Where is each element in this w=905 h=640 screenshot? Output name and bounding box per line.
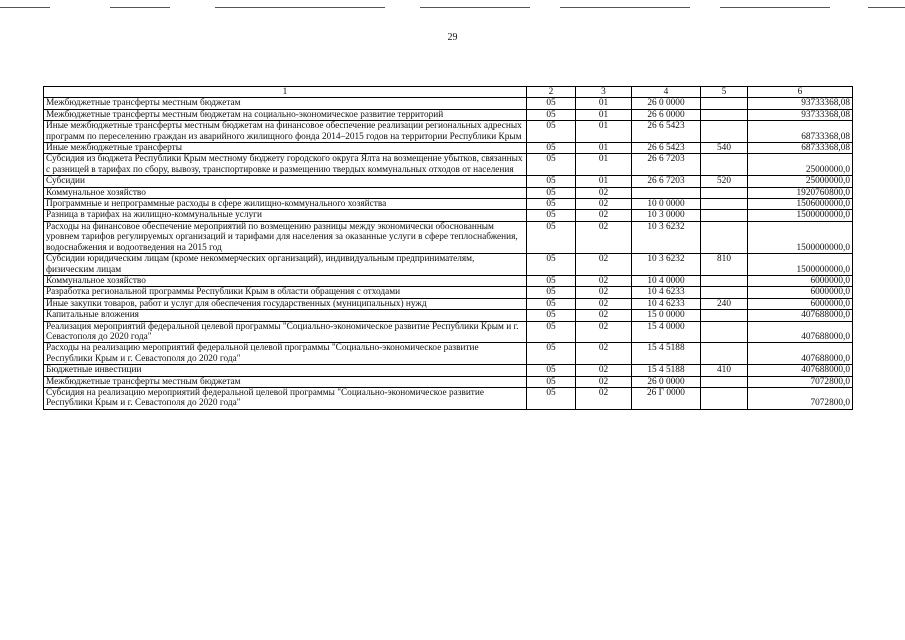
- table-row: [44, 298, 853, 309]
- expense-type-cell: [701, 376, 748, 387]
- top-edge-line: [0, 7, 50, 8]
- subsection-code-cell: 01: [576, 143, 632, 154]
- row-name-cell: Иные межбюджетные трансферты местным бюджетам на финансовое обеспечение реализации региональных адресных программ по переселению граждан из аварийного жилищного фонда 2014–2015 годов на территории Республики Крым: [44, 121, 527, 143]
- amount-cell: 1500000000,0: [748, 221, 853, 253]
- target-article-cell: 26 6 0000: [632, 109, 701, 120]
- row-name-cell: Расходы на финансовое обеспечение мероприятий по возмещению разницы между экономически обоснованным уровнем тарифов регулируемых организаций и тарифами для населения за оказанные услуги в сфере теплоснабжения, водоснабжения и водоотведения на 2015 год: [44, 221, 527, 253]
- page-number: 29: [447, 32, 458, 43]
- target-article-cell: 26 0 0000: [632, 98, 701, 109]
- row-name-cell: Межбюджетные трансферты местным бюджетам: [44, 376, 527, 387]
- amount-cell: 407688000,0: [748, 365, 853, 376]
- column-header-1: 1: [44, 87, 527, 98]
- section-code-cell: 05: [527, 176, 576, 187]
- row-name-cell: Разработка региональной программы Республики Крым в области обращения с отходами: [44, 287, 527, 298]
- subsection-code-cell: 02: [576, 187, 632, 198]
- row-name-cell: Субсидия из бюджета Республики Крым местному бюджету городского округа Ялта на возмещение убытков, связанных с разницей в тарифах по сбору, вывозу, транспортировке и размещению твердых коммунальных отходов от населения: [44, 154, 527, 176]
- row-name-cell: Бюджетные инвестиции: [44, 365, 527, 376]
- section-code-cell: 05: [527, 187, 576, 198]
- target-article-cell: 26 6 5423: [632, 121, 701, 143]
- column-header-2: 2: [527, 87, 576, 98]
- row-name-cell: Межбюджетные трансферты местным бюджетам на социально-экономическое развитие территорий: [44, 109, 527, 120]
- table-row: [44, 187, 853, 198]
- expense-type-cell: [701, 109, 748, 120]
- table-row: [44, 143, 853, 154]
- table-header-row: [44, 87, 853, 98]
- column-header-6: 6: [748, 87, 853, 98]
- amount-cell: 407688000,0: [748, 321, 853, 343]
- table-row: [44, 154, 853, 176]
- row-name-cell: Программные и непрограммные расходы в сфере жилищно-коммунального хозяйства: [44, 199, 527, 210]
- target-article-cell: 10 3 6232: [632, 221, 701, 253]
- expense-type-cell: 520: [701, 176, 748, 187]
- column-header-4: 4: [632, 87, 701, 98]
- section-code-cell: 05: [527, 98, 576, 109]
- target-article-cell: 26 6 7203: [632, 176, 701, 187]
- table-row: [44, 365, 853, 376]
- section-code-cell: 05: [527, 254, 576, 276]
- target-article-cell: 26 6 5423: [632, 143, 701, 154]
- row-name-cell: Реализация мероприятий федеральной целевой программы "Социально-экономическое развитие Республики Крым и г. Севастополя до 2020 года": [44, 321, 527, 343]
- row-name-cell: Межбюджетные трансферты местным бюджетам: [44, 98, 527, 109]
- section-code-cell: 05: [527, 121, 576, 143]
- amount-cell: 68733368,08: [748, 121, 853, 143]
- table-row: [44, 98, 853, 109]
- table-row: [44, 310, 853, 321]
- row-name-cell: Коммунальное хозяйство: [44, 187, 527, 198]
- subsection-code-cell: 02: [576, 210, 632, 221]
- row-name-cell: Разница в тарифах на жилищно-коммунальные услуги: [44, 210, 527, 221]
- top-edge-line: [110, 7, 170, 8]
- expense-type-cell: [701, 210, 748, 221]
- subsection-code-cell: 02: [576, 275, 632, 286]
- top-edge-line: [868, 7, 905, 8]
- table-row: [44, 321, 853, 343]
- section-code-cell: 05: [527, 275, 576, 286]
- section-code-cell: 05: [527, 109, 576, 120]
- row-name-cell: Субсидии юридическим лицам (кроме некоммерческих организаций), индивидуальным предпринимателям, физическим лицам: [44, 254, 527, 276]
- expense-type-cell: [701, 154, 748, 176]
- target-article-cell: 15 4 0000: [632, 321, 701, 343]
- amount-cell: 1920760800,0: [748, 187, 853, 198]
- amount-cell: 6000000,0: [748, 287, 853, 298]
- table-row: [44, 387, 853, 409]
- table-row: [44, 176, 853, 187]
- section-code-cell: 05: [527, 221, 576, 253]
- expense-type-cell: [701, 121, 748, 143]
- row-name-cell: Коммунальное хозяйство: [44, 275, 527, 286]
- expense-type-cell: [701, 187, 748, 198]
- subsection-code-cell: 02: [576, 310, 632, 321]
- row-name-cell: Субсидии: [44, 176, 527, 187]
- amount-cell: 1500000000,0: [748, 254, 853, 276]
- expense-type-cell: [701, 387, 748, 409]
- target-article-cell: 10 3 0000: [632, 210, 701, 221]
- table-row: [44, 275, 853, 286]
- amount-cell: 6000000,0: [748, 275, 853, 286]
- row-name-cell: Субсидия на реализацию мероприятий федеральной целевой программы "Социально-экономическое развитие Республики Крым и г. Севастополя до 2020 года": [44, 387, 527, 409]
- top-edge-line: [420, 7, 530, 8]
- table-row: [44, 199, 853, 210]
- amount-cell: 7072800,0: [748, 376, 853, 387]
- expense-type-cell: [701, 221, 748, 253]
- section-code-cell: 05: [527, 210, 576, 221]
- target-article-cell: 15 0 0000: [632, 310, 701, 321]
- section-code-cell: 05: [527, 321, 576, 343]
- table-row: [44, 376, 853, 387]
- row-name-cell: Капитальные вложения: [44, 310, 527, 321]
- subsection-code-cell: 01: [576, 98, 632, 109]
- expense-type-cell: [701, 98, 748, 109]
- amount-cell: 407688000,0: [748, 343, 853, 365]
- top-edge-line: [560, 7, 690, 8]
- subsection-code-cell: 02: [576, 376, 632, 387]
- subsection-code-cell: 01: [576, 121, 632, 143]
- subsection-code-cell: 01: [576, 176, 632, 187]
- amount-cell: 25000000,0: [748, 176, 853, 187]
- table-row: [44, 287, 853, 298]
- target-article-cell: 10 4 6233: [632, 287, 701, 298]
- amount-cell: 407688000,0: [748, 310, 853, 321]
- table-row: [44, 343, 853, 365]
- expense-type-cell: 540: [701, 143, 748, 154]
- target-article-cell: 15 4 5188: [632, 343, 701, 365]
- target-article-cell: 10 4 0000: [632, 275, 701, 286]
- target-article-cell: 26 0 0000: [632, 376, 701, 387]
- table-row: [44, 210, 853, 221]
- section-code-cell: 05: [527, 143, 576, 154]
- section-code-cell: 05: [527, 298, 576, 309]
- subsection-code-cell: 02: [576, 221, 632, 253]
- target-article-cell: 15 4 5188: [632, 365, 701, 376]
- top-edge-line: [720, 7, 830, 8]
- amount-cell: 6000000,0: [748, 298, 853, 309]
- subsection-code-cell: 02: [576, 287, 632, 298]
- expense-type-cell: [701, 310, 748, 321]
- subsection-code-cell: 01: [576, 154, 632, 176]
- amount-cell: 1506000000,0: [748, 199, 853, 210]
- top-edge-line: [215, 7, 385, 8]
- subsection-code-cell: 02: [576, 298, 632, 309]
- table-row: [44, 221, 853, 253]
- section-code-cell: 05: [527, 154, 576, 176]
- section-code-cell: 05: [527, 343, 576, 365]
- section-code-cell: 05: [527, 387, 576, 409]
- row-name-cell: Расходы на реализацию мероприятий федеральной целевой программы "Социально-экономическое развитие Республики Крым и г. Севастополя до 2020 года": [44, 343, 527, 365]
- amount-cell: 1500000000,0: [748, 210, 853, 221]
- subsection-code-cell: 02: [576, 321, 632, 343]
- section-code-cell: 05: [527, 365, 576, 376]
- expense-type-cell: [701, 199, 748, 210]
- expense-type-cell: 240: [701, 298, 748, 309]
- amount-cell: 68733368,08: [748, 143, 853, 154]
- target-article-cell: [632, 187, 701, 198]
- target-article-cell: 10 3 6232: [632, 254, 701, 276]
- column-header-5: 5: [701, 87, 748, 98]
- section-code-cell: 05: [527, 287, 576, 298]
- table-row: [44, 121, 853, 143]
- row-name-cell: Иные закупки товаров, работ и услуг для обеспечения государственных (муниципальных) нужд: [44, 298, 527, 309]
- subsection-code-cell: 02: [576, 343, 632, 365]
- amount-cell: 7072800,0: [748, 387, 853, 409]
- amount-cell: 25000000,0: [748, 154, 853, 176]
- expense-type-cell: [701, 343, 748, 365]
- target-article-cell: 26 Г 0000: [632, 387, 701, 409]
- expense-type-cell: [701, 321, 748, 343]
- amount-cell: 93733368,08: [748, 98, 853, 109]
- expense-type-cell: 410: [701, 365, 748, 376]
- subsection-code-cell: 02: [576, 365, 632, 376]
- table-row: [44, 254, 853, 276]
- budget-table: [43, 86, 853, 410]
- table-row: [44, 109, 853, 120]
- target-article-cell: 26 6 7203: [632, 154, 701, 176]
- amount-cell: 93733368,08: [748, 109, 853, 120]
- target-article-cell: 10 4 6233: [632, 298, 701, 309]
- section-code-cell: 05: [527, 199, 576, 210]
- expense-type-cell: 810: [701, 254, 748, 276]
- subsection-code-cell: 02: [576, 254, 632, 276]
- expense-type-cell: [701, 287, 748, 298]
- target-article-cell: 10 0 0000: [632, 199, 701, 210]
- section-code-cell: 05: [527, 376, 576, 387]
- subsection-code-cell: 01: [576, 109, 632, 120]
- column-header-3: 3: [576, 87, 632, 98]
- subsection-code-cell: 02: [576, 199, 632, 210]
- row-name-cell: Иные межбюджетные трансферты: [44, 143, 527, 154]
- subsection-code-cell: 02: [576, 387, 632, 409]
- section-code-cell: 05: [527, 310, 576, 321]
- expense-type-cell: [701, 275, 748, 286]
